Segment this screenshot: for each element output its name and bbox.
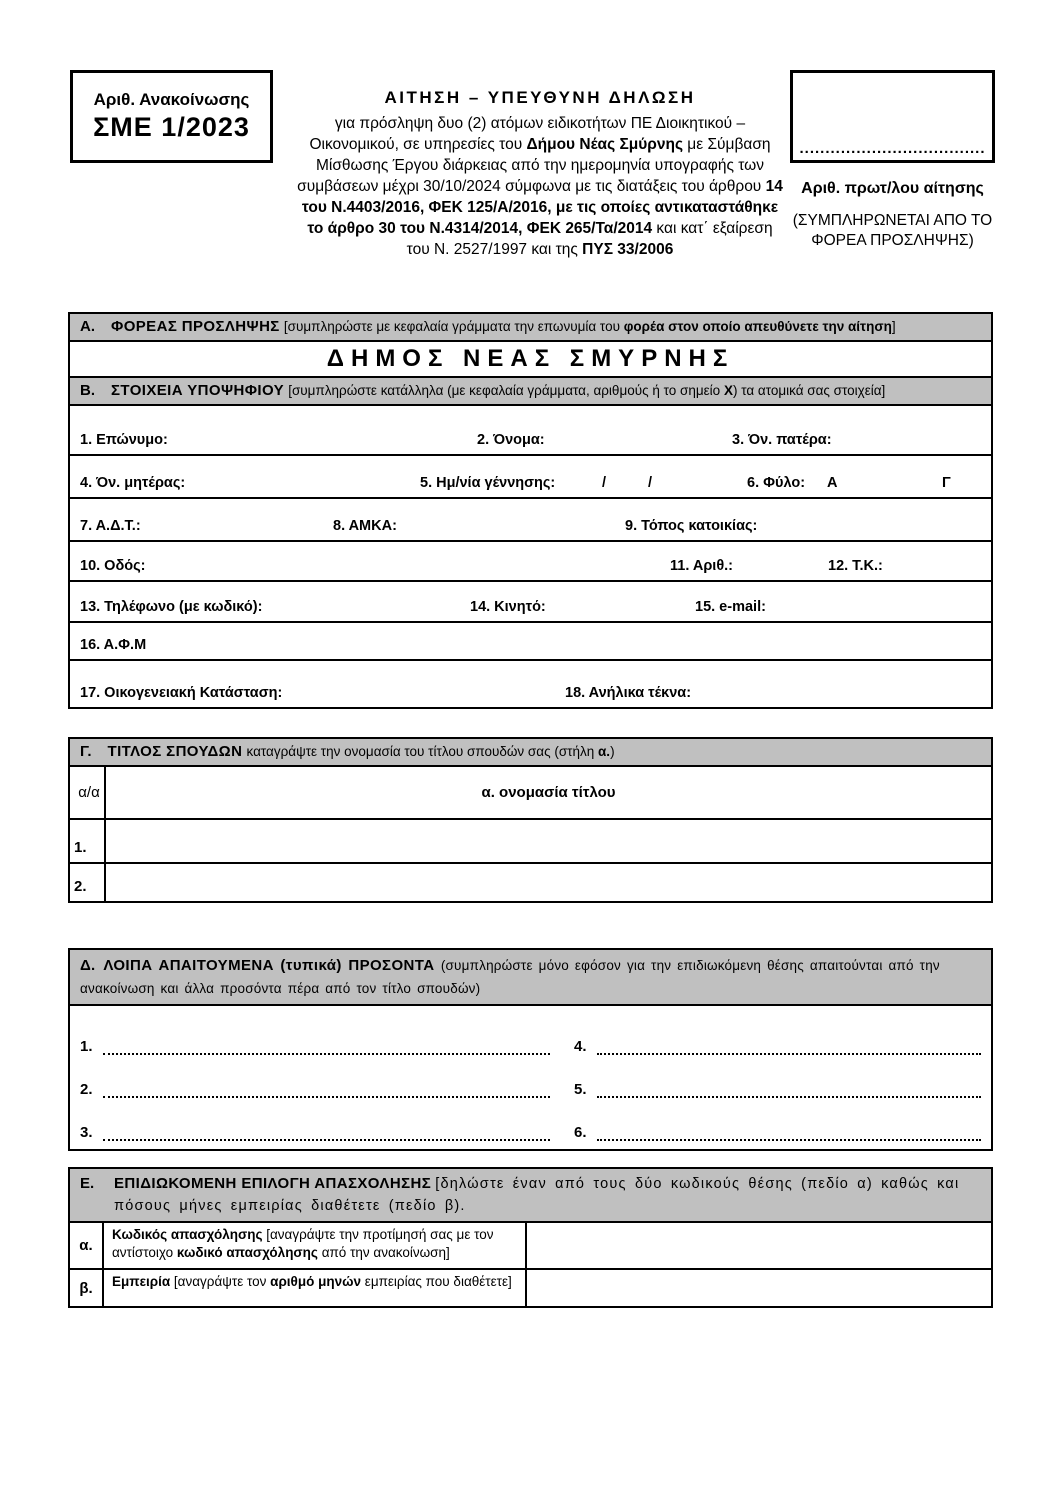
qualifications-row — [80, 1012, 981, 1055]
section-b-title: ΣΤΟΙΧΕΙΑ ΥΠΟΨΗΦΙΟΥ — [111, 382, 285, 399]
sex-option-female[interactable]: Γ — [942, 475, 951, 491]
field-label-surname: 1. Επώνυμο: — [80, 432, 168, 448]
employment-code-label-mid: [αναγράψτε την προτίμησή σας με τον αντίστοιχο — [112, 1227, 494, 1260]
sex-option-male[interactable]: Α — [827, 475, 838, 491]
studies-col-index-header: α/α — [70, 767, 106, 818]
candidate-row-3[interactable] — [70, 499, 991, 542]
section-e — [68, 1167, 993, 1308]
section-a-header — [70, 314, 991, 342]
qualification-fill-line[interactable] — [103, 1041, 550, 1055]
employment-table — [70, 1223, 991, 1306]
field-label-sex: 6. Φύλο: — [747, 475, 806, 491]
form-title: ΑΙΤΗΣΗ – ΥΠΕΥΘΥΝΗ ΔΗΛΩΣΗ — [384, 88, 696, 107]
studies-table — [70, 767, 991, 901]
field-label-firstname: 2. Όνομα: — [477, 432, 545, 448]
section-a-note-pre: [συμπληρώστε με κεφαλαία γράμματα την επωνυμία του — [283, 319, 624, 334]
section-c-note-post: ) — [610, 744, 615, 759]
section-d-header — [70, 950, 991, 1006]
field-label-marital-status: 17. Οικογενειακή Κατάσταση: — [80, 685, 283, 701]
form-header — [295, 88, 785, 260]
section-b-note — [288, 383, 885, 398]
employment-row-b-label — [104, 1268, 527, 1306]
form-subtitle — [295, 113, 785, 260]
employment-code-label-bold: Κωδικός απασχόλησης — [112, 1227, 263, 1242]
qualification-number: 5. — [574, 1081, 587, 1098]
qualification-number: 6. — [574, 1124, 587, 1141]
qualification-number: 2. — [80, 1081, 93, 1098]
candidate-row-7[interactable] — [70, 661, 991, 707]
section-b-letter: Β. — [80, 382, 95, 399]
field-label-afm: 16. Α.Φ.Μ — [80, 637, 147, 653]
qualification-fill-line[interactable] — [597, 1127, 981, 1141]
candidate-row-5[interactable] — [70, 582, 991, 623]
field-label-phone: 13. Τηλέφωνο (με κωδικό): — [80, 599, 263, 615]
protocol-number-box[interactable] — [790, 70, 995, 163]
experience-label-bold: Εμπειρία — [112, 1274, 171, 1289]
protocol-area — [790, 70, 995, 251]
qualifications-body — [70, 1006, 991, 1149]
qualification-fill-line[interactable] — [103, 1127, 550, 1141]
section-c-note-bold: α. — [598, 744, 611, 759]
subtitle-seg-bold: Δήμου Νέας Σμύρνης — [526, 136, 683, 153]
employment-code-label-bold2: κωδικό απασχόλησης — [176, 1245, 318, 1260]
employment-row-b-index: β. — [70, 1268, 104, 1306]
qualification-item-5 — [574, 1081, 981, 1098]
qualification-number: 3. — [80, 1124, 93, 1141]
birthdate-slash-1: / — [602, 475, 607, 491]
section-a-note-post: ] — [891, 319, 896, 334]
field-label-residence: 9. Τόπος κατοικίας: — [625, 518, 758, 534]
section-d — [68, 948, 993, 1151]
announcement-number-box — [70, 70, 273, 163]
section-b-note-post: ) τα ατομικά σας στοιχεία] — [732, 383, 886, 398]
candidate-row-1[interactable] — [70, 406, 991, 456]
section-c-note — [247, 744, 615, 759]
section-c-note-pre: καταγράψτε την ονομασία του τίτλου σπουδών σας (στήλη — [246, 744, 598, 759]
section-d-title: ΛΟΙΠΑ ΑΠΑΙΤΟΥΜΕΝΑ (τυπικά) ΠΡΟΣΟΝΤΑ — [103, 957, 435, 974]
section-b-note-bold: Χ — [723, 383, 733, 398]
birthdate-slash-2: / — [648, 475, 653, 491]
studies-row-2-number: 2. — [70, 862, 106, 901]
employment-row-a-label — [104, 1223, 527, 1268]
field-label-email: 15. e-mail: — [695, 599, 766, 615]
qualifications-row — [80, 1055, 981, 1098]
section-e-title: ΕΠΙΔΙΩΚΟΜΕΝΗ ΕΠΙΛΟΓΗ ΑΠΑΣΧΟΛΗΣΗΣ — [114, 1175, 432, 1192]
qualification-fill-line[interactable] — [597, 1084, 981, 1098]
field-label-mother-name: 4. Όν. μητέρας: — [80, 475, 186, 491]
subtitle-seg: για πρόσληψη δυο (2) ατόμων ειδικοτήτων ΠΕ Διοικητικού – Οικονομικού, σε υπηρεσίες του — [309, 115, 746, 153]
section-c — [68, 737, 993, 903]
qualification-item-2 — [80, 1081, 550, 1098]
subtitle-seg: με Σύμβαση Μίσθωσης Έργου διάρκειας από την ημερομηνία υπογραφής των συμβάσεων μέχρι 30/10/2024 σύμφωνα με τις διατάξεις του άρθρου — [297, 136, 771, 195]
experience-label-mid: [αναγράψτε τον — [170, 1274, 271, 1289]
qualifications-row — [80, 1098, 981, 1141]
subtitle-seg-bold: 14 του Ν.4403/2016, ΦΕΚ 125/Α/2016, με τις οποίες αντικαταστάθηκε το άρθρο 30 του Ν.4314/2014, ΦΕΚ 265/Τα/2014 — [301, 178, 783, 237]
qualification-number: 1. — [80, 1038, 93, 1055]
candidate-row-6[interactable] — [70, 623, 991, 661]
section-a-title: ΦΟΡΕΑΣ ΠΡΟΣΛΗΨΗΣ — [111, 318, 280, 335]
section-e-note: [δηλώστε έναν από τους δύο κωδικούς θέσης (πεδίο α) καθώς και πόσους μήνες εμπειρίας διαθέτετε (πεδίο β). — [114, 1176, 960, 1214]
employer-field[interactable] — [70, 342, 991, 378]
announcement-label: Αριθ. Ανακοίνωσης — [93, 90, 250, 109]
employment-code-label-end: από την ανακοίνωση] — [317, 1245, 450, 1260]
section-a-letter: Α. — [80, 318, 95, 335]
sex-female-fill-line[interactable] — [947, 454, 991, 456]
protocol-dotted-line: .................................... — [799, 140, 986, 157]
qualification-item-1 — [80, 1038, 550, 1055]
protocol-note-line1: (ΣΥΜΠΛΗΡΩΝΕΤΑΙ ΑΠΟ ΤΟ — [792, 212, 993, 229]
qualification-fill-line[interactable] — [103, 1084, 550, 1098]
field-label-father-name: 3. Όν. πατέρα: — [732, 432, 832, 448]
studies-row-1-number: 1. — [70, 818, 106, 862]
candidate-row-2[interactable] — [70, 456, 991, 499]
section-d-note: (συμπληρώστε μόνο εφόσον για την επιδιωκόμενη θέσης απαιτούνται από την ανακοίνωση και άλλα προσόντα πέρα από τον τίτλο σπουδών) — [80, 958, 940, 996]
subtitle-seg-bold: ΠΥΣ 33/2006 — [582, 241, 674, 258]
field-label-postal-code: 12. Τ.Κ.: — [828, 558, 883, 574]
subtitle-seg: και κατ΄ εξαίρεση του Ν. 2527/1997 και της — [406, 220, 773, 258]
section-e-header — [70, 1169, 991, 1223]
experience-label-bold2: αριθμό μηνών — [270, 1274, 362, 1289]
section-e-letter: Ε. — [80, 1175, 95, 1192]
qualification-item-3 — [80, 1124, 550, 1141]
qualification-item-4 — [574, 1038, 981, 1055]
protocol-label: Αριθ. πρωτ/λου αίτησης — [801, 180, 984, 197]
field-label-street: 10. Οδός: — [80, 558, 146, 574]
section-c-title: ΤΙΤΛΟΣ ΣΠΟΥΔΩΝ — [107, 743, 243, 760]
qualification-item-6 — [574, 1124, 981, 1141]
studies-col-title-header: α. ονομασία τίτλου — [481, 784, 616, 801]
field-label-street-number: 11. Αριθ.: — [670, 558, 734, 574]
section-b-header — [70, 378, 991, 406]
experience-months-input[interactable] — [527, 1268, 991, 1306]
qualification-fill-line[interactable] — [597, 1041, 981, 1055]
section-c-header — [70, 739, 991, 767]
section-c-letter: Γ. — [80, 743, 92, 760]
sex-male-fill-line[interactable] — [852, 454, 917, 456]
employment-code-input[interactable] — [527, 1223, 991, 1268]
section-e-header-text — [114, 1173, 983, 1217]
section-a-note-bold: φορέα στον οποίο απευθύνετε την αίτηση — [623, 319, 892, 334]
field-label-id-number: 7. Α.Δ.Τ.: — [80, 518, 141, 534]
qualification-number: 4. — [574, 1038, 587, 1055]
employment-row-a-index: α. — [70, 1223, 104, 1268]
employer-name-value: ΔΗΜΟΣ ΝΕΑΣ ΣΜΥΡΝΗΣ — [326, 345, 735, 372]
field-label-minor-children: 18. Ανήλικα τέκνα: — [565, 685, 692, 701]
field-label-birthdate: 5. Ημ/νία γέννησης: — [420, 475, 556, 491]
studies-row-2-input[interactable] — [106, 862, 991, 901]
field-label-mobile: 14. Κινητό: — [470, 599, 546, 615]
protocol-note-line2: ΦΟΡΕΑ ΠΡΟΣΛΗΨΗΣ) — [811, 232, 974, 249]
section-a-note — [284, 319, 896, 334]
section-d-letter: Δ. — [80, 957, 96, 974]
section-b-note-pre: [συμπληρώστε κατάλληλα (με κεφαλαία γράμματα, αριθμούς ή το σημείο — [288, 383, 724, 398]
experience-label-end: εμπειρίας που διαθέτετε] — [361, 1274, 512, 1289]
candidate-row-4[interactable] — [70, 542, 991, 582]
protocol-note — [790, 211, 995, 251]
studies-row-1-input[interactable] — [106, 818, 991, 862]
announcement-number: ΣΜΕ 1/2023 — [93, 112, 250, 142]
field-label-amka: 8. ΑΜΚΑ: — [333, 518, 397, 534]
section-a-b — [68, 312, 993, 709]
